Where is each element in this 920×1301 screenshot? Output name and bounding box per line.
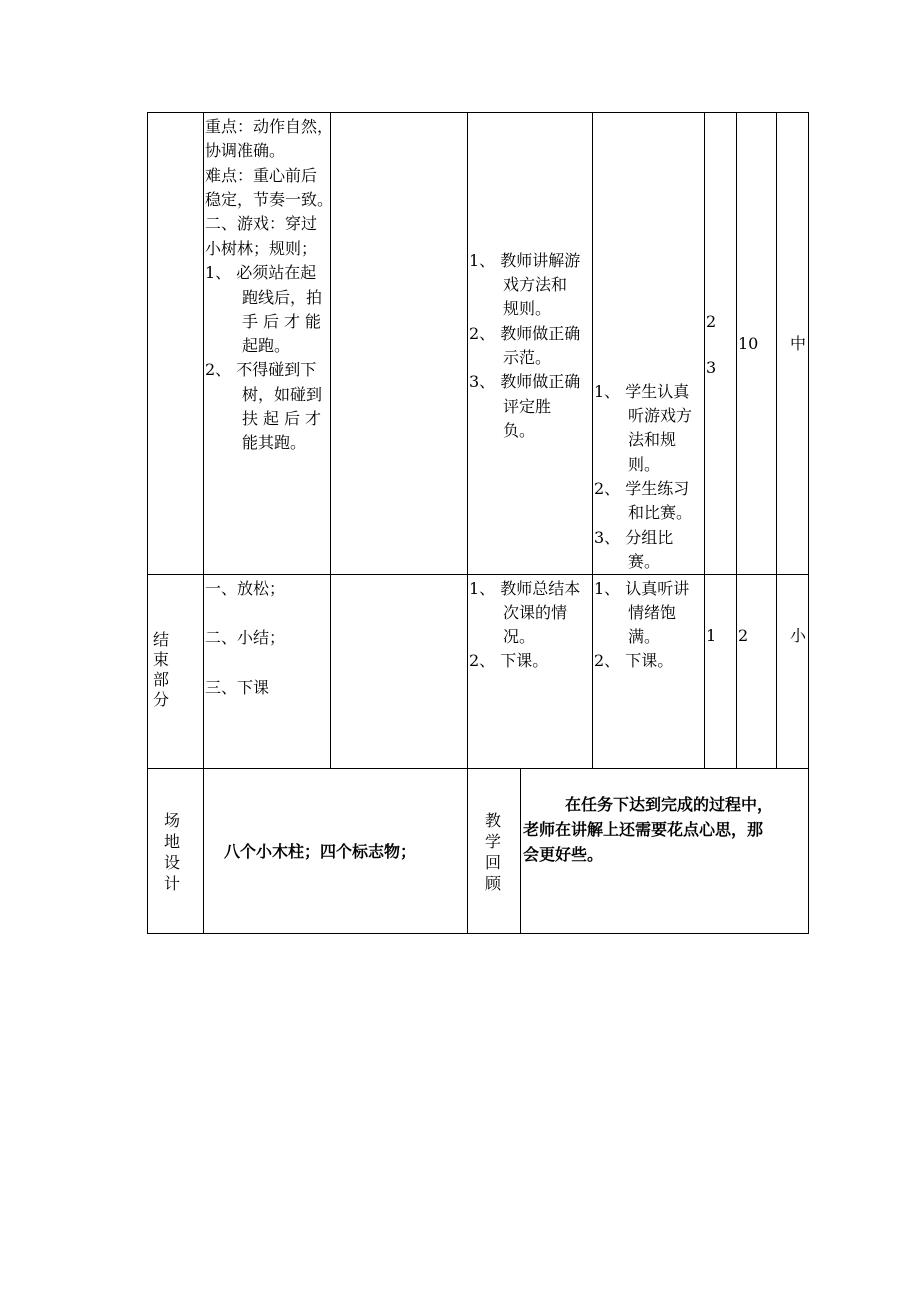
student-line: 1、 学生认真 <box>594 382 690 401</box>
game-times-top: 2 <box>706 312 717 331</box>
review-label-divider <box>520 768 521 934</box>
game-intensity: 中 <box>790 334 807 353</box>
review-line: 老师在讲解上还需要花点心思，那 <box>523 820 764 839</box>
col-divider-6 <box>736 112 737 769</box>
content-line: 手后才能 <box>242 312 327 331</box>
content-line: 二、游戏：穿过 <box>205 214 318 233</box>
student-line: 和比赛。 <box>628 503 693 522</box>
content-line: 一、放松； <box>205 579 286 598</box>
venue-value: 八个小木柱；四个标志物； <box>224 842 417 861</box>
table-border-right <box>808 112 809 934</box>
teacher-line: 1、 教师讲解游 <box>469 251 581 270</box>
row-divider-1 <box>147 574 809 575</box>
col-divider-4 <box>592 112 593 769</box>
content-line: 二、小结； <box>205 628 286 647</box>
student-line: 3、 分组比 <box>594 528 674 547</box>
student-line: 2、 学生练习 <box>594 479 690 498</box>
review-label <box>467 768 520 933</box>
content-line: 协调准确。 <box>205 141 286 160</box>
table-border-top <box>147 112 809 113</box>
venue-label-text: 场地设计 <box>163 811 180 893</box>
student-line: 1、 认真听讲 <box>594 579 690 598</box>
content-line: 三、下课 <box>205 678 270 697</box>
content-line: 1、 必须站在起 <box>205 263 317 282</box>
end-section-label-text: 结束部分 <box>152 630 169 709</box>
student-line: 法和规 <box>628 430 677 449</box>
end-intensity: 小 <box>790 626 807 645</box>
review-line: 在任务下达到完成的过程中， <box>565 795 774 814</box>
content-line: 2、 不得碰到下 <box>205 360 317 379</box>
table-border-bottom <box>147 933 809 934</box>
col-divider-7 <box>776 112 777 769</box>
content-line: 稳定，节奏一致。 <box>205 190 334 209</box>
col-divider-5 <box>704 112 705 769</box>
teacher-line: 示范。 <box>503 348 552 367</box>
teacher-line: 2、 教师做正确 <box>469 324 581 343</box>
content-line: 小树林；规则； <box>205 239 318 258</box>
student-line: 则。 <box>628 455 661 474</box>
teacher-line: 况。 <box>503 627 536 646</box>
teacher-line: 戏方法和 <box>503 275 568 294</box>
content-line: 树，如碰到 <box>242 385 323 404</box>
venue-label <box>147 768 203 933</box>
teacher-line: 次课的情 <box>503 603 568 622</box>
student-line: 情绪饱 <box>628 603 677 622</box>
student-line: 2、 下课。 <box>594 651 674 670</box>
review-label-text: 教学回顾 <box>484 811 501 893</box>
student-line: 听游戏方 <box>628 406 693 425</box>
teacher-line: 负。 <box>503 421 536 440</box>
content-line: 重点：动作自然， <box>205 117 334 136</box>
content-line: 难点：重心前后 <box>205 166 318 185</box>
teacher-line: 3、 教师做正确 <box>469 372 581 391</box>
content-line: 扶起后才 <box>242 409 327 428</box>
teacher-line: 1、 教师总结本 <box>469 579 581 598</box>
content-line: 起跑。 <box>242 336 291 355</box>
end-section-label <box>147 574 203 768</box>
game-times-bottom: 3 <box>706 358 717 377</box>
student-line: 满。 <box>628 627 661 646</box>
end-minutes: 2 <box>738 626 749 645</box>
end-times: 1 <box>706 626 717 645</box>
teacher-line: 2、 下课。 <box>469 651 549 670</box>
teacher-line: 规则。 <box>503 299 552 318</box>
game-minutes: 10 <box>738 334 759 353</box>
review-line: 会更好些。 <box>523 845 604 864</box>
col-divider-1 <box>203 112 204 934</box>
teacher-line: 评定胜 <box>503 397 552 416</box>
student-line: 赛。 <box>628 552 661 571</box>
content-line: 能其跑。 <box>242 433 307 452</box>
content-line: 跑线后，拍 <box>242 288 323 307</box>
